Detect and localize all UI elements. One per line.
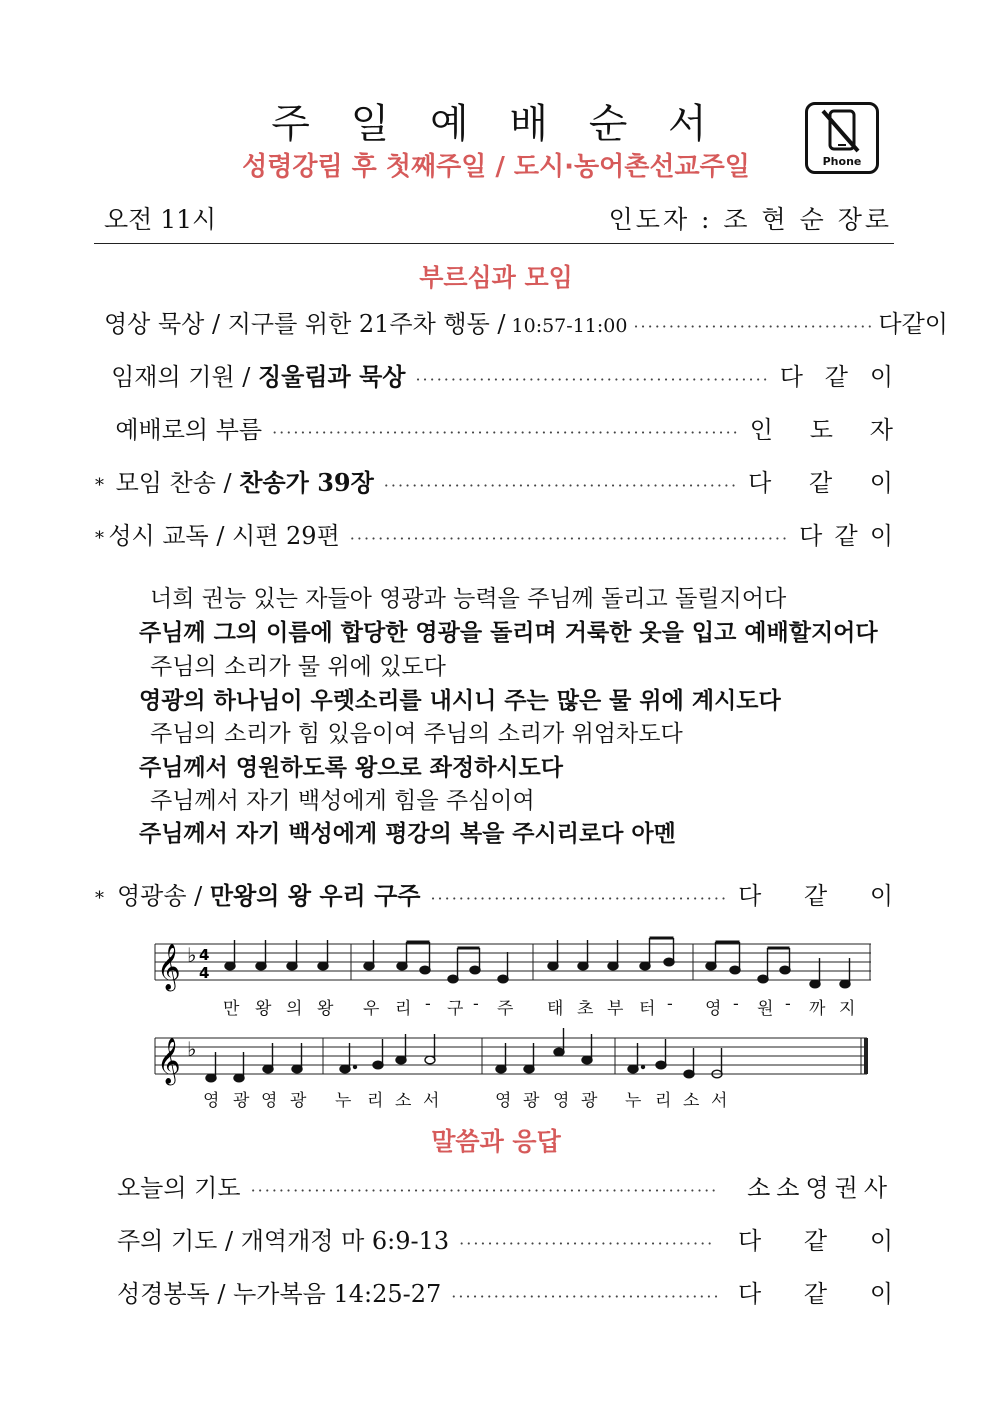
leader-dots: ·········································· — [430, 889, 729, 908]
standing-mark: * — [95, 475, 104, 496]
time-signature-top: 4 — [199, 946, 210, 964]
reading-people-line: 주님께서 영원하도록 왕으로 좌정하시도다 — [139, 755, 563, 781]
order-item — [95, 463, 893, 499]
order-item-participant: 다 같 이 — [738, 882, 893, 910]
page-subtitle: 성령강림 후 첫째주일 / 도시·농어촌선교주일 — [242, 152, 750, 182]
leader-dots: ·································································· — [250, 1181, 719, 1200]
phone-label: Phone — [822, 155, 862, 168]
order-item-participant: 인 도 자 — [749, 416, 893, 444]
order-item — [95, 304, 948, 340]
order-item — [95, 1274, 893, 1310]
flat-sign-icon: ♭ — [187, 943, 197, 967]
order-item-label: 영상 묵상 / 지구를 위한 21주차 행동 / — [104, 310, 506, 338]
order-item — [95, 410, 893, 446]
reading-people-line: 영광의 하나님이 우렛소리를 내시니 주는 많은 물 위에 계시도다 — [139, 688, 781, 714]
order-item-participant: 다 같 이 — [738, 1227, 893, 1255]
leader-dots: ······································ — [451, 1287, 721, 1306]
leader-dots: ·································· — [633, 317, 875, 336]
order-item — [95, 1168, 893, 1204]
reading-leader-line: 주님의 소리가 힘 있음이여 주님의 소리가 위엄차도다 — [150, 721, 683, 747]
reading-people-line: 주님께서 자기 백성에게 평강의 복을 주시리로다 아멘 — [139, 821, 676, 847]
music-staff-line-2 — [155, 1030, 875, 1090]
leader-dots: ···································· — [459, 1234, 715, 1253]
treble-clef-icon: 𝄞 — [157, 944, 181, 990]
order-item-participant: 다 같 이 — [748, 469, 893, 497]
order-item-participant: 다 같 이 — [799, 522, 893, 550]
time-signature-bottom: 4 — [199, 964, 210, 982]
leader-dots: ······························································ — [349, 529, 790, 548]
reading-people-line: 주님께 그의 이름에 합당한 영광을 돌리며 거룩한 옷을 입고 예배할지어다 — [139, 620, 878, 646]
reading-leader-line: 너희 권능 있는 자들아 영광과 능력을 주님께 돌리고 돌릴지어다 — [150, 586, 787, 612]
standing-mark: * — [95, 888, 104, 909]
order-item-label: 영광송 / 만왕의 왕 우리 구주 — [117, 881, 421, 910]
order-item-label: 성경봉독 / 누가복음 14:25-27 — [117, 1280, 442, 1308]
order-item-label: 임재의 기원 / 징울림과 묵상 — [111, 362, 406, 391]
order-item — [95, 876, 893, 912]
order-item-label: 모임 찬송 / 찬송가 39장 — [115, 468, 374, 497]
reading-leader-line: 주님의 소리가 물 위에 있도다 — [150, 654, 446, 680]
page-title: 주 일 예 배 순 서 — [271, 101, 721, 147]
order-item — [95, 1221, 893, 1257]
order-item-participant: 소소영권사 — [747, 1174, 893, 1202]
header-divider — [94, 243, 894, 244]
no-phone-icon — [805, 102, 879, 174]
order-item-label: 주의 기도 / 개역개정 마 6:9-13 — [117, 1227, 450, 1255]
service-time: 오전 11시 — [104, 205, 217, 234]
treble-clef-icon: 𝄞 — [157, 1038, 181, 1084]
leader-dots: ·································································· — [272, 423, 740, 442]
order-item-participant: 다 같 이 — [738, 1280, 893, 1308]
order-item-participant: 다 같 이 — [779, 363, 893, 391]
section-title-word: 말씀과 응답 — [431, 1127, 561, 1156]
service-leader: 인도자 : 조 현 순 장로 — [608, 205, 892, 234]
order-item-label: 예배로의 부름 — [115, 416, 263, 444]
order-item — [95, 516, 893, 552]
order-item — [95, 357, 893, 393]
leader-dots: ·················································· — [415, 370, 770, 389]
leader-dots: ·················································· — [383, 476, 739, 495]
flat-sign-icon: ♭ — [187, 1037, 197, 1061]
order-item-label: 오늘의 기도 — [117, 1174, 241, 1202]
order-item-time: 10:57-11:00 — [511, 315, 628, 337]
order-item-participant: 다 같 이 — [878, 310, 948, 338]
section-title-gathering: 부르심과 모임 — [419, 263, 573, 292]
order-item-label: 성시 교독 / 시편 29편 — [108, 522, 340, 550]
reading-leader-line: 주님께서 자기 백성에게 힘을 주심이여 — [150, 788, 535, 814]
standing-mark: * — [95, 528, 104, 549]
music-staff-line-1 — [155, 936, 875, 996]
